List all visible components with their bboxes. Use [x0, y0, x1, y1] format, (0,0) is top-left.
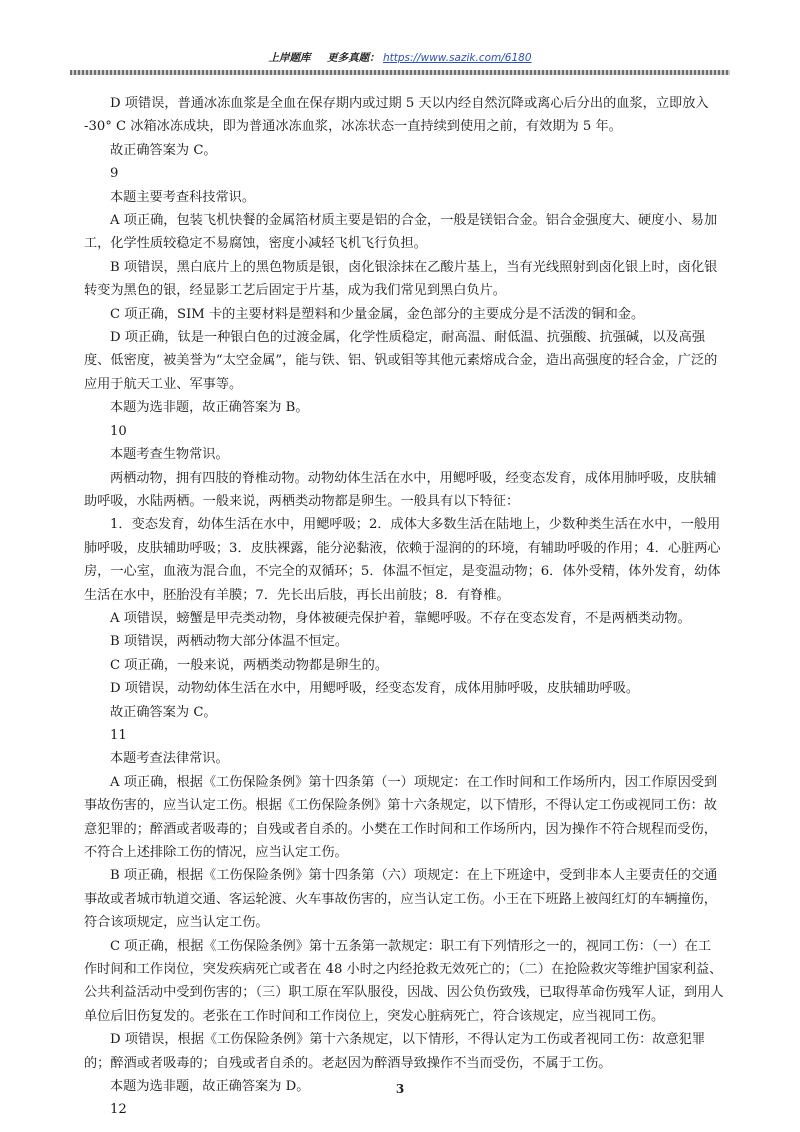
paragraph: A 项错误，螃蟹是甲壳类动物，身体被硬壳保护着，靠鳃呼吸。不存在变态发育，不是两栖类动物。	[110, 610, 691, 626]
header-link[interactable]: https://www.sazik.com/6180	[383, 52, 532, 64]
paragraph: A 项正确，根据《工伤保险条例》第十四条第（一）项规定：在工作时间和工作场所内，因工作原因受到事故伤害的，应当认定工伤。根据《工伤保险条例》第十六条规定，以下情形，不得认定工伤或视同工伤：故意犯罪的；醉酒或者吸毒的；自残或者自杀的。小樊在工作时间和工作场所内，因为操作不符合规程而受伤，不符合上述排除工伤的情况，应当认定工伤。	[84, 774, 718, 860]
more-questions-label: 更多真题：	[327, 52, 380, 64]
page-header	[70, 50, 730, 72]
paragraph: 1．变态发育，幼体生活在水中，用鳃呼吸；2．成体大多数生活在陆地上，少数种类生活在水中，一般用肺呼吸，皮肤辅助呼吸；3．皮肤裸露，能分泌黏液，依赖于湿润的的环境，有辅助呼吸的作用；4．心脏两心房，一心室，血液为混合血，不完全的双循环；5．体温不恒定，是变温动物；6．体外受精，体外发育，幼体生活在水中，胚胎没有羊膜；7．先长出后肢，再长出前肢；8．有脊椎。	[84, 517, 721, 603]
paragraph: 本题主要考查科技常识。	[110, 189, 256, 205]
paragraph: 本题为选非题，故正确答案为 D。	[110, 1079, 310, 1095]
paragraph: D 项错误，根据《工伤保险条例》第十六条规定，以下情形，不得认定为工伤或者视同工伤：故意犯罪的；醉酒或者吸毒的；自残或者自杀的。老赵因为醉酒导致操作不当而受伤，不属于工伤。	[84, 1032, 706, 1071]
paragraph: 9	[110, 166, 119, 182]
paragraph: 12	[110, 1102, 127, 1118]
page-number: 3	[395, 1082, 405, 1096]
paragraph: C 项正确，根据《工伤保险条例》第十五条第一款规定：职工有下列情形之一的，视同工伤：（一）在工作时间和工作岗位，突发疾病死亡或者在 48 小时之内经抢救无效死亡的；（二）在抢险救灾等维护国家利益、公共利益活动中受到伤害的；（三）职工原在军队服役，因战、因公负伤致残，已取得革命伤残军人证，到用人单位后旧伤复发的。老张在工作时间和工作岗位上，突发心脏病死亡，符合该规定，应当视同工伤。	[84, 938, 724, 1024]
paragraph: 本题考查法律常识。	[110, 751, 229, 767]
paragraph: C 项正确，SIM 卡的主要材料是塑料和少量金属，金色部分的主要成分是不活泼的铜和金。	[110, 306, 645, 322]
site-name: 上岸题库	[268, 52, 311, 64]
paragraph: B 项错误，黑白底片上的黑色物质是银，卤化银涂抹在乙酸片基上，当有光线照射到卤化银上时，卤化银转变为黑色的银，经显影工艺后固定于片基，成为我们常见到黑白负片。	[84, 259, 718, 299]
document-body	[84, 92, 724, 1122]
paragraph: A 项正确，包装飞机快餐的金属箔材质主要是铝的合金，一般是镁铝合金。铝合金强度大、硬度小、易加工，化学性质较稳定不易腐蚀，密度小减轻飞机飞行负担。	[84, 213, 718, 252]
header-divider	[70, 70, 730, 75]
paragraph: 两栖动物，拥有四肢的脊椎动物。动物幼体生活在水中，用鳃呼吸，经变态发育，成体用肺呼吸，皮肤辅助呼吸，水陆两栖。一般来说，两栖类动物都是卵生。一般具有以下特征：	[84, 470, 717, 509]
paragraph: B 项错误，两栖动物大部分体温不恒定。	[110, 634, 349, 650]
paragraph: 10	[110, 423, 127, 439]
paragraph: 故正确答案为 C。	[110, 704, 217, 720]
paragraph: D 项错误，普通冰冻血浆是全血在保存期内或过期 5 天以内经自然沉降或离心后分出的血浆，立即放入 -30° C 冰箱冰冻成块，即为普通冰冻血浆，冰冻状态一直持续到使用之前，有效期为 5 年。	[84, 96, 709, 135]
paragraph: 本题考查生物常识。	[110, 447, 229, 463]
paragraph: B 项正确，根据《工伤保险条例》第十四条第（六）项规定：在上下班途中，受到非本人主要责任的交通事故或者城市轨道交通、客运轮渡、火车事故伤害的，应当认定工伤。小王在下班路上被闯红灯的车辆撞伤，符合该项规定，应当认定工伤。	[84, 868, 718, 931]
paragraph: 本题为选非题，故正确答案为 B。	[110, 400, 309, 416]
paragraph: D 项正确，钛是一种银白色的过渡金属，化学性质稳定，耐高温、耐低温、抗强酸、抗强碱，以及高强度、低密度，被美誉为“太空金属”，能与铁、铝、钒或钼等其他元素熔成合金，造出高强度的轻合金，广泛的应用于航天工业、军事等。	[84, 330, 718, 392]
paragraph: 故正确答案为 C。	[110, 142, 217, 158]
paragraph: D 项错误，动物幼体生活在水中，用鳃呼吸，经变态发育，成体用肺呼吸，皮肤辅助呼吸。	[110, 681, 640, 697]
paragraph: 11	[110, 727, 127, 743]
paragraph: C 项正确，一般来说，两栖类动物都是卵生的。	[110, 657, 389, 673]
